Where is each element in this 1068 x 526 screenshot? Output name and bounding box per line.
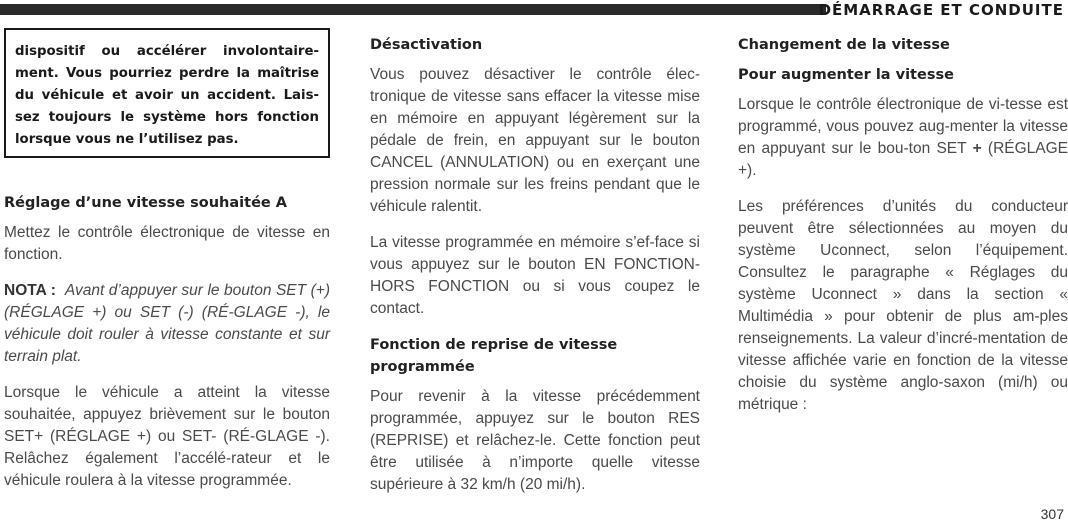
heading-resume: Fonction de reprise de vitesse programmée — [370, 337, 618, 375]
note-lead: NOTA : — [4, 282, 56, 299]
para-increase-b: (RÉGLAGE +). — [738, 140, 1068, 179]
note-paragraph — [4, 280, 330, 368]
column-left — [4, 28, 330, 492]
warning-box: dispositif ou accélérer involontaire-ment. Vous pourriez perdre la maîtrise du véhicule et avoir un accident. Lais-sez toujours le système hors fonction lorsque vous ne l’utilisez pas. — [4, 28, 330, 158]
para-resume: Pour revenir à la vitesse précédemment programmée, appuyez sur le bouton RES (REPRISE) et relâchez-le. Cette fonction peut être utilisée à n’importe quelle vitesse supérieure à 32 km/h (20 mi/h). — [370, 388, 700, 493]
column-middle — [370, 34, 700, 496]
para-turn-on: Mettez le contrôle électronique de vitesse en fonction. — [4, 224, 330, 263]
section-title: DÉMARRAGE ET CONDUITE — [818, 1, 1064, 19]
heading-change: Changement de la vitesse — [738, 37, 950, 53]
heading-set-speed: Réglage d’une vitesse souhaitée A — [4, 195, 288, 211]
header-bar — [0, 4, 826, 15]
para-increase-a: Lorsque le contrôle électronique de vi-tesse est programmé, vous pouvez aug-menter la vitesse en appuyant sur le bou-ton SET — [738, 96, 1068, 157]
heading-deactivation: Désactivation — [370, 37, 483, 53]
para-increase — [738, 94, 1068, 182]
note-body: Avant d’appuyer sur le bouton SET (+) (RÉGLAGE +) ou SET (-) (RÉ-GLAGE -), le véhicule doit rouler à vitesse constante et sur terrain plat. — [4, 282, 330, 365]
page-number: 307 — [1040, 506, 1064, 522]
plus-symbol: + — [972, 140, 982, 157]
heading-increase: Pour augmenter la vitesse — [738, 67, 954, 83]
para-when-reached: Lorsque le véhicule a atteint la vitesse souhaitée, appuyez brièvement sur le bouton SET+ (RÉGLAGE +) ou SET- (RÉ-GLAGE -). Relâchez également l’accélé-rateur et le véhicule roulera à la vitesse programmée. — [4, 384, 330, 489]
para-memory: La vitesse programmée en mémoire s’ef-face si vous appuyez sur le bouton EN FONCTION-HORS FONCTION ou si vous coupez le contact. — [370, 234, 700, 317]
para-deactivation: Vous pouvez désactiver le contrôle élec-tronique de vitesse sans effacer la vitesse mise en mémoire en appuyant légèrement sur la pédale de frein, en appuyant sur le bouton CANCEL (ANNULATION) ou en exerçant une pression normale sur les freins pendant que le véhicule ralentit. — [370, 66, 700, 215]
column-right — [738, 34, 1068, 416]
para-units: Les préférences d’unités du conducteur peuvent être sélectionnées au moyen du système Uconnect, selon l’équipement. Consultez le paragraphe « Réglages du système Uconnect » dans la section « Multimédia » pour obtenir de plus am-ples renseignements. La valeur d’incré-mentation de vitesse affichée varie en fonction de la vitesse choisie du système anglo-saxon (mi/h) ou métrique : — [738, 198, 1068, 413]
